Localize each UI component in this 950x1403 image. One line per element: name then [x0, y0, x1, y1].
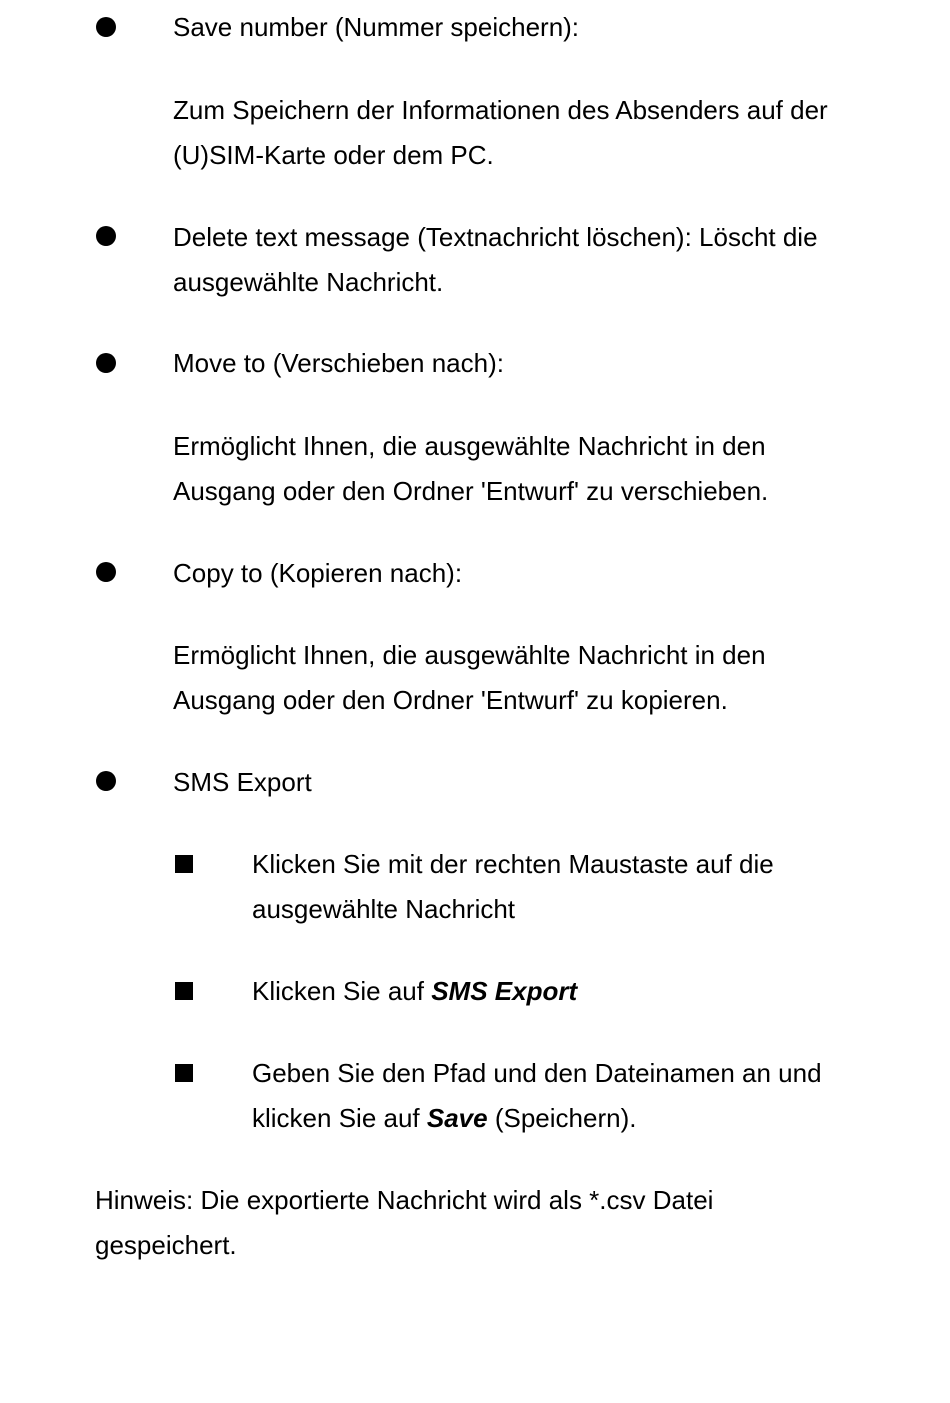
- bullet-dot: [96, 771, 116, 791]
- bullet-heading-move-to: Move to (Verschieben nach):: [173, 348, 504, 378]
- bullet-body-line: Zum Speichern der Informationen des Absenders auf der: [173, 95, 828, 125]
- sub-bullet-square: [175, 855, 193, 873]
- bullet-heading-delete-text-message: Delete text message (Textnachricht löschen): Löscht die: [173, 222, 818, 252]
- note-line: gespeichert.: [95, 1230, 237, 1260]
- bullet-dot: [96, 353, 116, 373]
- bullet-heading-sms-export: SMS Export: [173, 767, 312, 797]
- sub-step-line: ausgewählte Nachricht: [252, 894, 516, 924]
- bullet-heading-continuation: ausgewählte Nachricht.: [173, 267, 444, 297]
- bullet-dot: [96, 17, 116, 37]
- bullet-body-line: Ausgang oder den Ordner 'Entwurf' zu verschieben.: [173, 476, 769, 506]
- sub-bullet-square: [175, 982, 193, 1000]
- sub-step-emphasis: Save: [426, 1103, 488, 1133]
- sub-bullet-square: [175, 1064, 193, 1082]
- bullet-body-line: Ermöglicht Ihnen, die ausgewählte Nachricht in den: [173, 431, 766, 461]
- note-line: Hinweis: Die exportierte Nachricht wird als *.csv Datei: [95, 1185, 714, 1215]
- sub-step-line: [252, 1101, 636, 1135]
- bullet-body-line: (U)SIM-Karte oder dem PC.: [173, 140, 494, 170]
- bullet-heading-copy-to: Copy to (Kopieren nach):: [173, 558, 463, 588]
- sub-step-text: (Speichern).: [487, 1103, 637, 1133]
- bullet-body-line: Ausgang oder den Ordner 'Entwurf' zu kopieren.: [173, 685, 728, 715]
- sub-step-line: Geben Sie den Pfad und den Dateinamen an und: [252, 1058, 822, 1088]
- bullet-dot: [96, 562, 116, 582]
- sub-step-text: Klicken Sie auf: [252, 976, 432, 1006]
- sub-step-line: Klicken Sie mit der rechten Maustaste auf die: [252, 849, 774, 879]
- bullet-dot: [96, 226, 116, 246]
- sub-step-line: [252, 974, 577, 1008]
- sub-step-emphasis: SMS Export: [431, 976, 578, 1006]
- sub-step-text: klicken Sie auf: [252, 1103, 427, 1133]
- bullet-body-line: Ermöglicht Ihnen, die ausgewählte Nachricht in den: [173, 640, 766, 670]
- bullet-heading-save-number: Save number (Nummer speichern):: [173, 12, 580, 42]
